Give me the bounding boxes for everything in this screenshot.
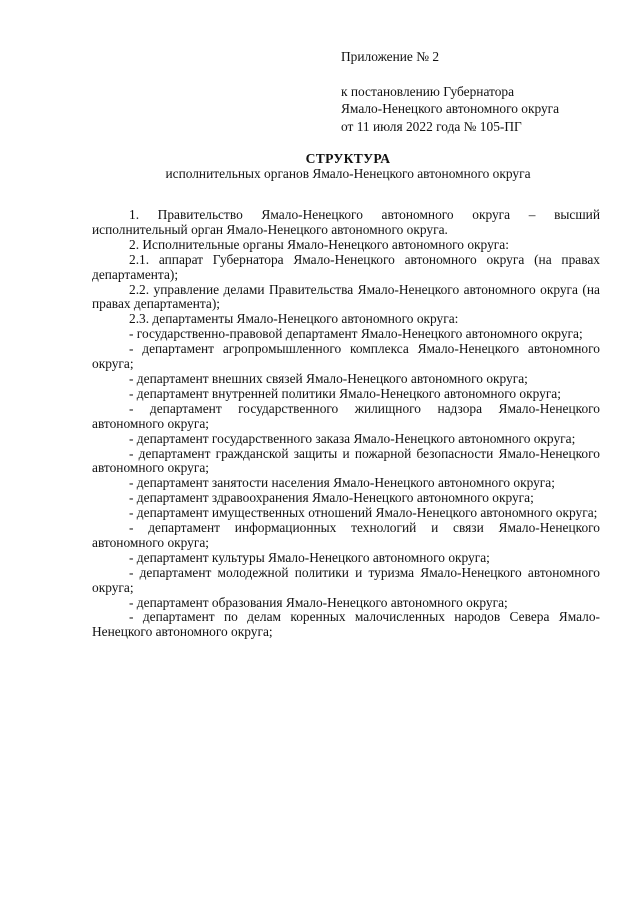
list-item: - департамент государственного жилищного надзора Ямало-Ненецкого автономного округа;: [92, 400, 600, 431]
appendix-line-1: к постановлению Губернатора: [341, 83, 515, 99]
list-item: - департамент внутренней политики Ямало-Ненецкого автономного округа;: [129, 385, 561, 401]
appendix-line-3: от 11 июля 2022 года № 105-ПГ: [341, 118, 522, 134]
list-item: - департамент образования Ямало-Ненецкого автономного округа;: [129, 594, 508, 610]
appendix-line-2: Ямало-Ненецкого автономного округа: [341, 101, 560, 116]
list-item: - департамент гражданской защиты и пожарной безопасности Ямало-Ненецкого автономного округа;: [92, 445, 600, 476]
appendix-spacer: [341, 66, 611, 83]
paragraph-1: 1. Правительство Ямало-Ненецкого автономного округа – высший исполнительный орган Ямало-Ненецкого автономного округа.: [92, 207, 600, 237]
paragraph-2-3: 2.3. департаменты Ямало-Ненецкого автономного округа:: [129, 311, 459, 327]
list-item: - департамент здравоохранения Ямало-Ненецкого автономного округа;: [129, 490, 534, 506]
list-item: - департамент молодежной политики и туризма Ямало-Ненецкого автономного округа;: [92, 564, 600, 595]
list-item: - департамент информационных технологий и связи Ямало-Ненецкого автономного округа;: [92, 520, 600, 550]
list-item: - департамент агропромышленного комплекса Ямало-Ненецкого автономного округа;: [92, 341, 600, 372]
document-body: [92, 208, 600, 640]
paragraph-2-2: 2.2. управление делами Правительства Ямало-Ненецкого автономного округа (на правах департамента);: [92, 281, 600, 312]
list-item: - департамент занятости населения Ямало-Ненецкого автономного округа;: [129, 475, 555, 491]
list-item: - государственно-правовой департамент Ямало-Ненецкого автономного округа;: [129, 326, 583, 342]
list-item: - департамент внешних связей Ямало-Ненецкого автономного округа;: [129, 370, 528, 386]
paragraph-2: 2. Исполнительные органы Ямало-Ненецкого автономного округа:: [129, 236, 509, 252]
appendix-number: Приложение № 2: [341, 49, 440, 64]
list-item: - департамент по делам коренных малочисленных народов Севера Ямало-Ненецкого автономного округа;: [92, 609, 600, 640]
appendix-block: [341, 48, 611, 135]
paragraph-2-1: 2.1. аппарат Губернатора Ямало-Ненецкого автономного округа (на правах департамента);: [92, 251, 600, 282]
list-item: - департамент государственного заказа Ямало-Ненецкого автономного округа;: [129, 430, 576, 446]
document-title: СТРУКТУРА: [305, 151, 391, 166]
list-item: - департамент культуры Ямало-Ненецкого автономного округа;: [129, 549, 490, 565]
document-subtitle: исполнительных органов Ямало-Ненецкого автономного округа: [165, 166, 531, 181]
list-item: - департамент имущественных отношений Ямало-Ненецкого автономного округа;: [129, 505, 598, 521]
